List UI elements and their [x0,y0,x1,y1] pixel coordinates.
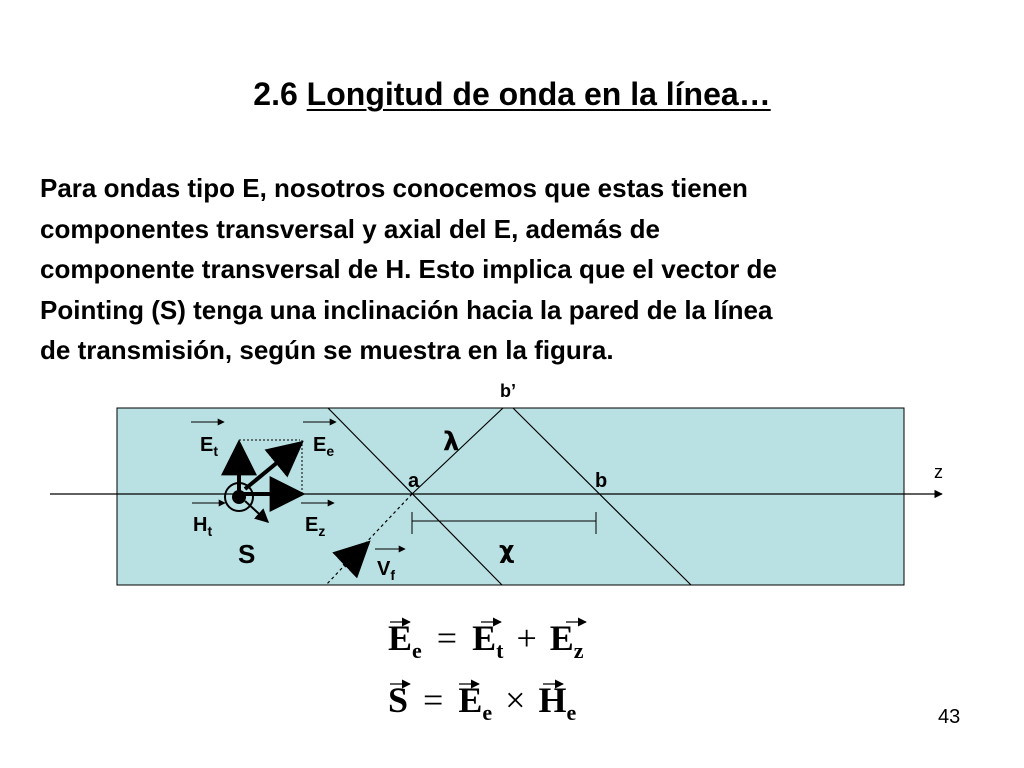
s-label: S [238,539,256,569]
chi-label: χ [499,536,515,564]
eq-operator: × [505,680,526,720]
slide-number: 43 [938,706,961,728]
section-title: Longitud de onda en la línea… [306,76,771,112]
paragraph-line: componentes transversal y axial del E, además de [40,213,660,244]
eq-subscript: z [573,638,584,664]
eq-operator: = [423,680,444,720]
paragraph-line: Pointing (S) tenga una inclinación hacia la pared de la línea [40,294,773,325]
eq-subscript: e [566,700,577,726]
paragraph-line: de transmisión, según se muestra en la figura. [40,335,614,365]
eq-operator: + [516,618,537,658]
lambda-label: λ [443,427,460,457]
eq-term: H [538,680,567,720]
paragraph-line: Para ondas tipo E, nosotros conocemos que estas tienen [40,173,748,203]
eq-term: S [388,680,409,720]
b-prime-label: b’ [500,381,516,401]
ee-label: $E_e$ [313,434,335,459]
ht-label: $H_t$ [193,514,213,539]
eq-term: E [388,618,413,658]
vf-label: $V_f$ [377,558,396,583]
eq-subscript: e [482,700,493,726]
paragraph-line: componente transversal de H. Esto implica que el vector de [40,254,777,284]
section-number: 2.6 [253,76,298,112]
eq-term: E [549,618,574,658]
z-axis-label: z [934,462,943,482]
et-label: $E_t$ [200,434,219,459]
ht-field-dot [232,490,246,504]
eq-term: E [472,618,497,658]
equation-s [388,679,576,726]
point-b-label: b [595,470,608,492]
eq-term: E [458,680,483,720]
eq-subscript: e [412,638,422,664]
eq-subscript: t [496,638,504,664]
point-a-label: a [408,470,420,492]
equation-ee [388,617,584,664]
eq-operator: = [436,618,458,658]
ez-label: $E_z$ [305,514,326,539]
